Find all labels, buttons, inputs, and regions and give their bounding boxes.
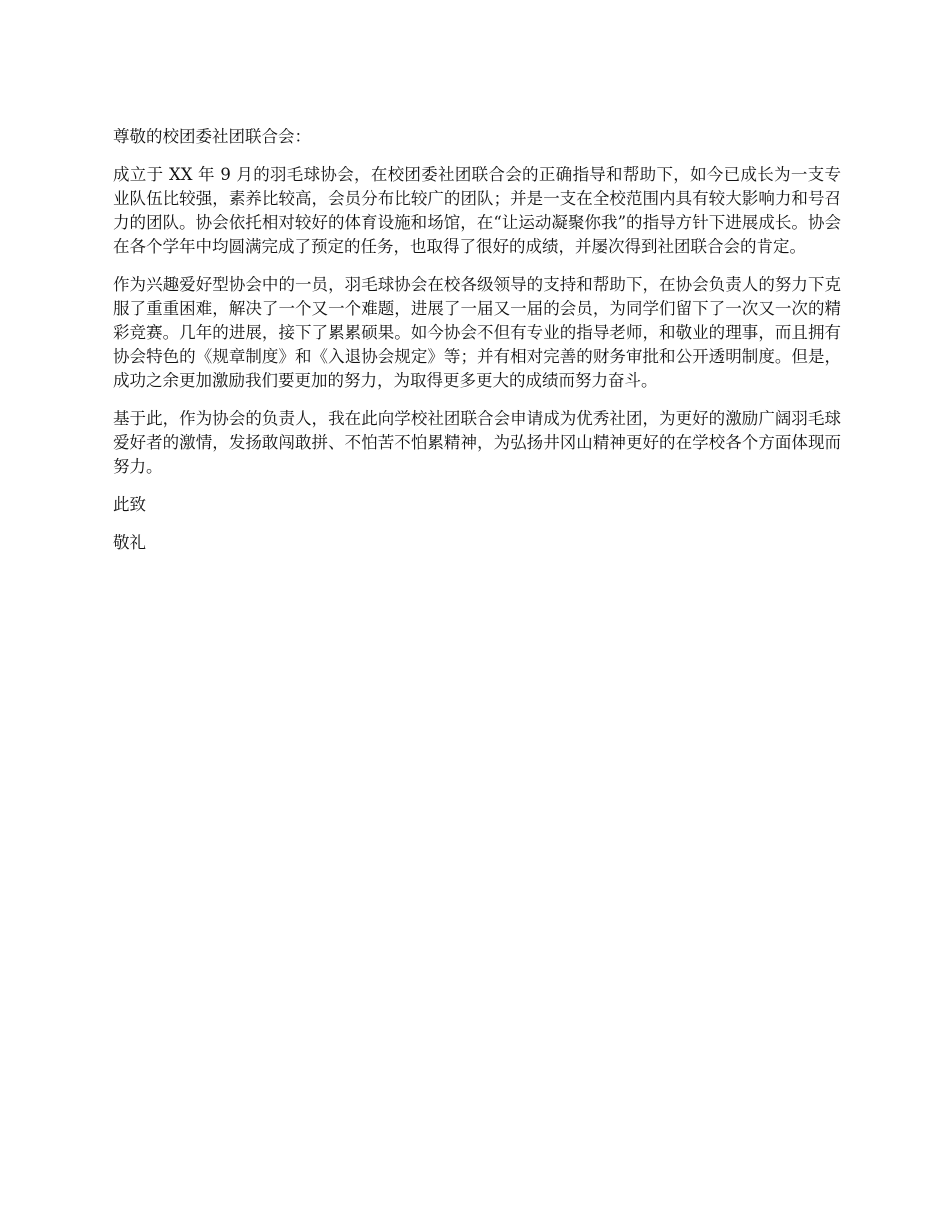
letter-salutation: 尊敬的校团委社团联合会： [113,127,311,146]
paragraph-achievements: 作为兴趣爱好型协会中的一员，羽毛球协会在校各级领导的支持和帮助下，在协会负责人的努力下克服了重重困难，解决了一个又一个难题，进展了一届又一届的会员，为同学们留下了一次又一次的精彩竞赛。几年的进展，接下了累累硕果。如今协会不但有专业的指导老师，和敬业的理事，而且拥有协会特色的《规章制度》和《入退协会规定》等；并有相对完善的财务审批和公开透明制度。但是，成功之余更加激励我们要更加的努力，为取得更多更大的成绩而努力奋斗。 [113,275,841,390]
closing-jingli: 敬礼 [113,533,146,552]
paragraph-founding: 成立于 XX 年 9 月的羽毛球协会，在校团委社团联合会的正确指导和帮助下，如今已成长为一支专业队伍比较强，素养比较高，会员分布比较广的团队；并是一支在全校范围内具有较大影响力和号召力的团队。协会依托相对较好的体育设施和场馆，在“让运动凝聚你我”的指导方针下进展成长。协会在各个学年中均圆满完成了预定的任务，也取得了很好的成绩，并屡次得到社团联合会的肯定。 [113,165,841,256]
paragraph-application: 基于此，作为协会的负责人，我在此向学校社团联合会申请成为优秀社团，为更好的激励广阔羽毛球爱好者的激情，发扬敢闯敢拼、不怕苦不怕累精神，为弘扬井冈山精神更好的在学校各个方面体现而努力。 [113,409,841,476]
closing-cizhi: 此致 [113,495,146,514]
letter-body [113,125,841,569]
